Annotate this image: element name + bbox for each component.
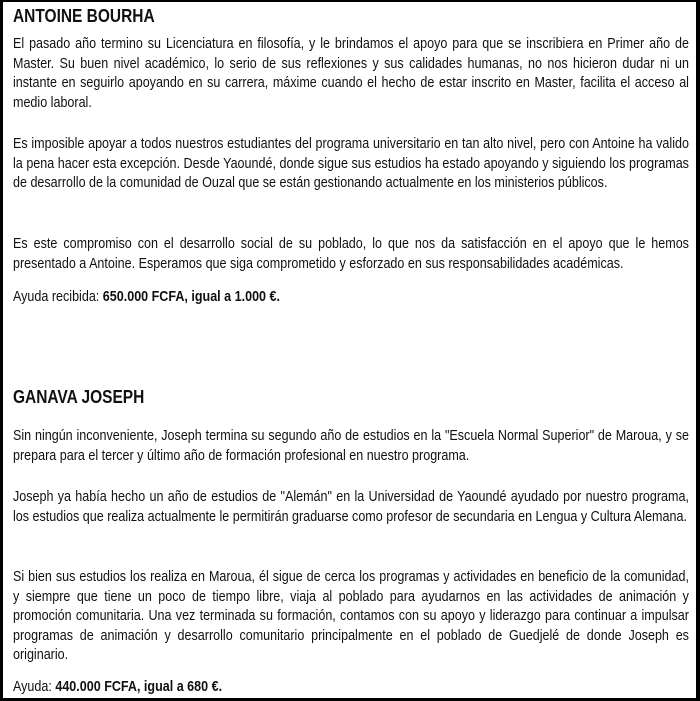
paragraph: Joseph ya había hecho un año de estudios de "Alemán" en la Universidad de Yaoundé ayudado por nuestro programa, los estudios que realiza actualmente le permitirán graduarse como profesor de secundaria en Lengua y Cultura Alemana. bbox=[13, 489, 689, 525]
aid-line bbox=[13, 288, 689, 308]
aid-line bbox=[13, 678, 689, 698]
student-name-heading: GANAVA JOSEPH bbox=[13, 387, 145, 407]
paragraph: Es imposible apoyar a todos nuestros estudiantes del programa universitario en tan alto nivel, pero con Antoine ha valido la pena hacer esta excepción. Desde Yaoundé, donde sigue sus estudios ha estado apoyando y siguiendo los programas de desarrollo de la comunidad de Ouzal que se están gestionando actualmente en los ministerios públicos. bbox=[13, 136, 689, 192]
aid-amount: 650.000 FCFA, igual a 1.000 €. bbox=[102, 289, 280, 305]
aid-amount: 440.000 FCFA, igual a 680 €. bbox=[55, 679, 223, 695]
student-name-heading: ANTOINE BOURHA bbox=[13, 6, 155, 26]
aid-label: Ayuda: bbox=[13, 679, 52, 695]
paragraph: Es este compromiso con el desarrollo social de su poblado, lo que nos da satisfacción en el apoyo que le hemos presentado a Antoine. Esperamos que siga comprometido y esforzado en sus responsabilidades académicas. bbox=[13, 236, 689, 272]
aid-label: Ayuda recibida: bbox=[13, 289, 100, 305]
paragraph: Sin ningún inconveniente, Joseph termina su segundo año de estudios en la "Escuela Normal Superior" de Maroua, y se prepara para el tercer y último año de formación profesional en nuestro programa. bbox=[13, 428, 689, 464]
paragraph: El pasado año termino su Licenciatura en filosofía, y le brindamos el apoyo para que se inscribiera en Primer año de Master. Su buen nivel académico, lo serio de sus reflexiones y sus calidades humanas, no nos hicieron dudar ni un instante en seguirlo apoyando en su carrera, máxime cuando el hecho de estar inscrito en Master, facilita el acceso al medio laboral. bbox=[13, 36, 689, 111]
paragraph: Si bien sus estudios los realiza en Maroua, él sigue de cerca los programas y actividades en beneficio de la comunidad, y siempre que tiene un poco de tiempo libre, viaja al poblado para ayudarnos en las actividades de animación y promoción comunitaria. Una vez terminada su formación, contamos con su apoyo y liderazgo para continuar a impulsar programas de animación y desarrollo comunitario principalmente en el poblado de Guedjelé de donde Joseph es originario. bbox=[13, 569, 689, 664]
